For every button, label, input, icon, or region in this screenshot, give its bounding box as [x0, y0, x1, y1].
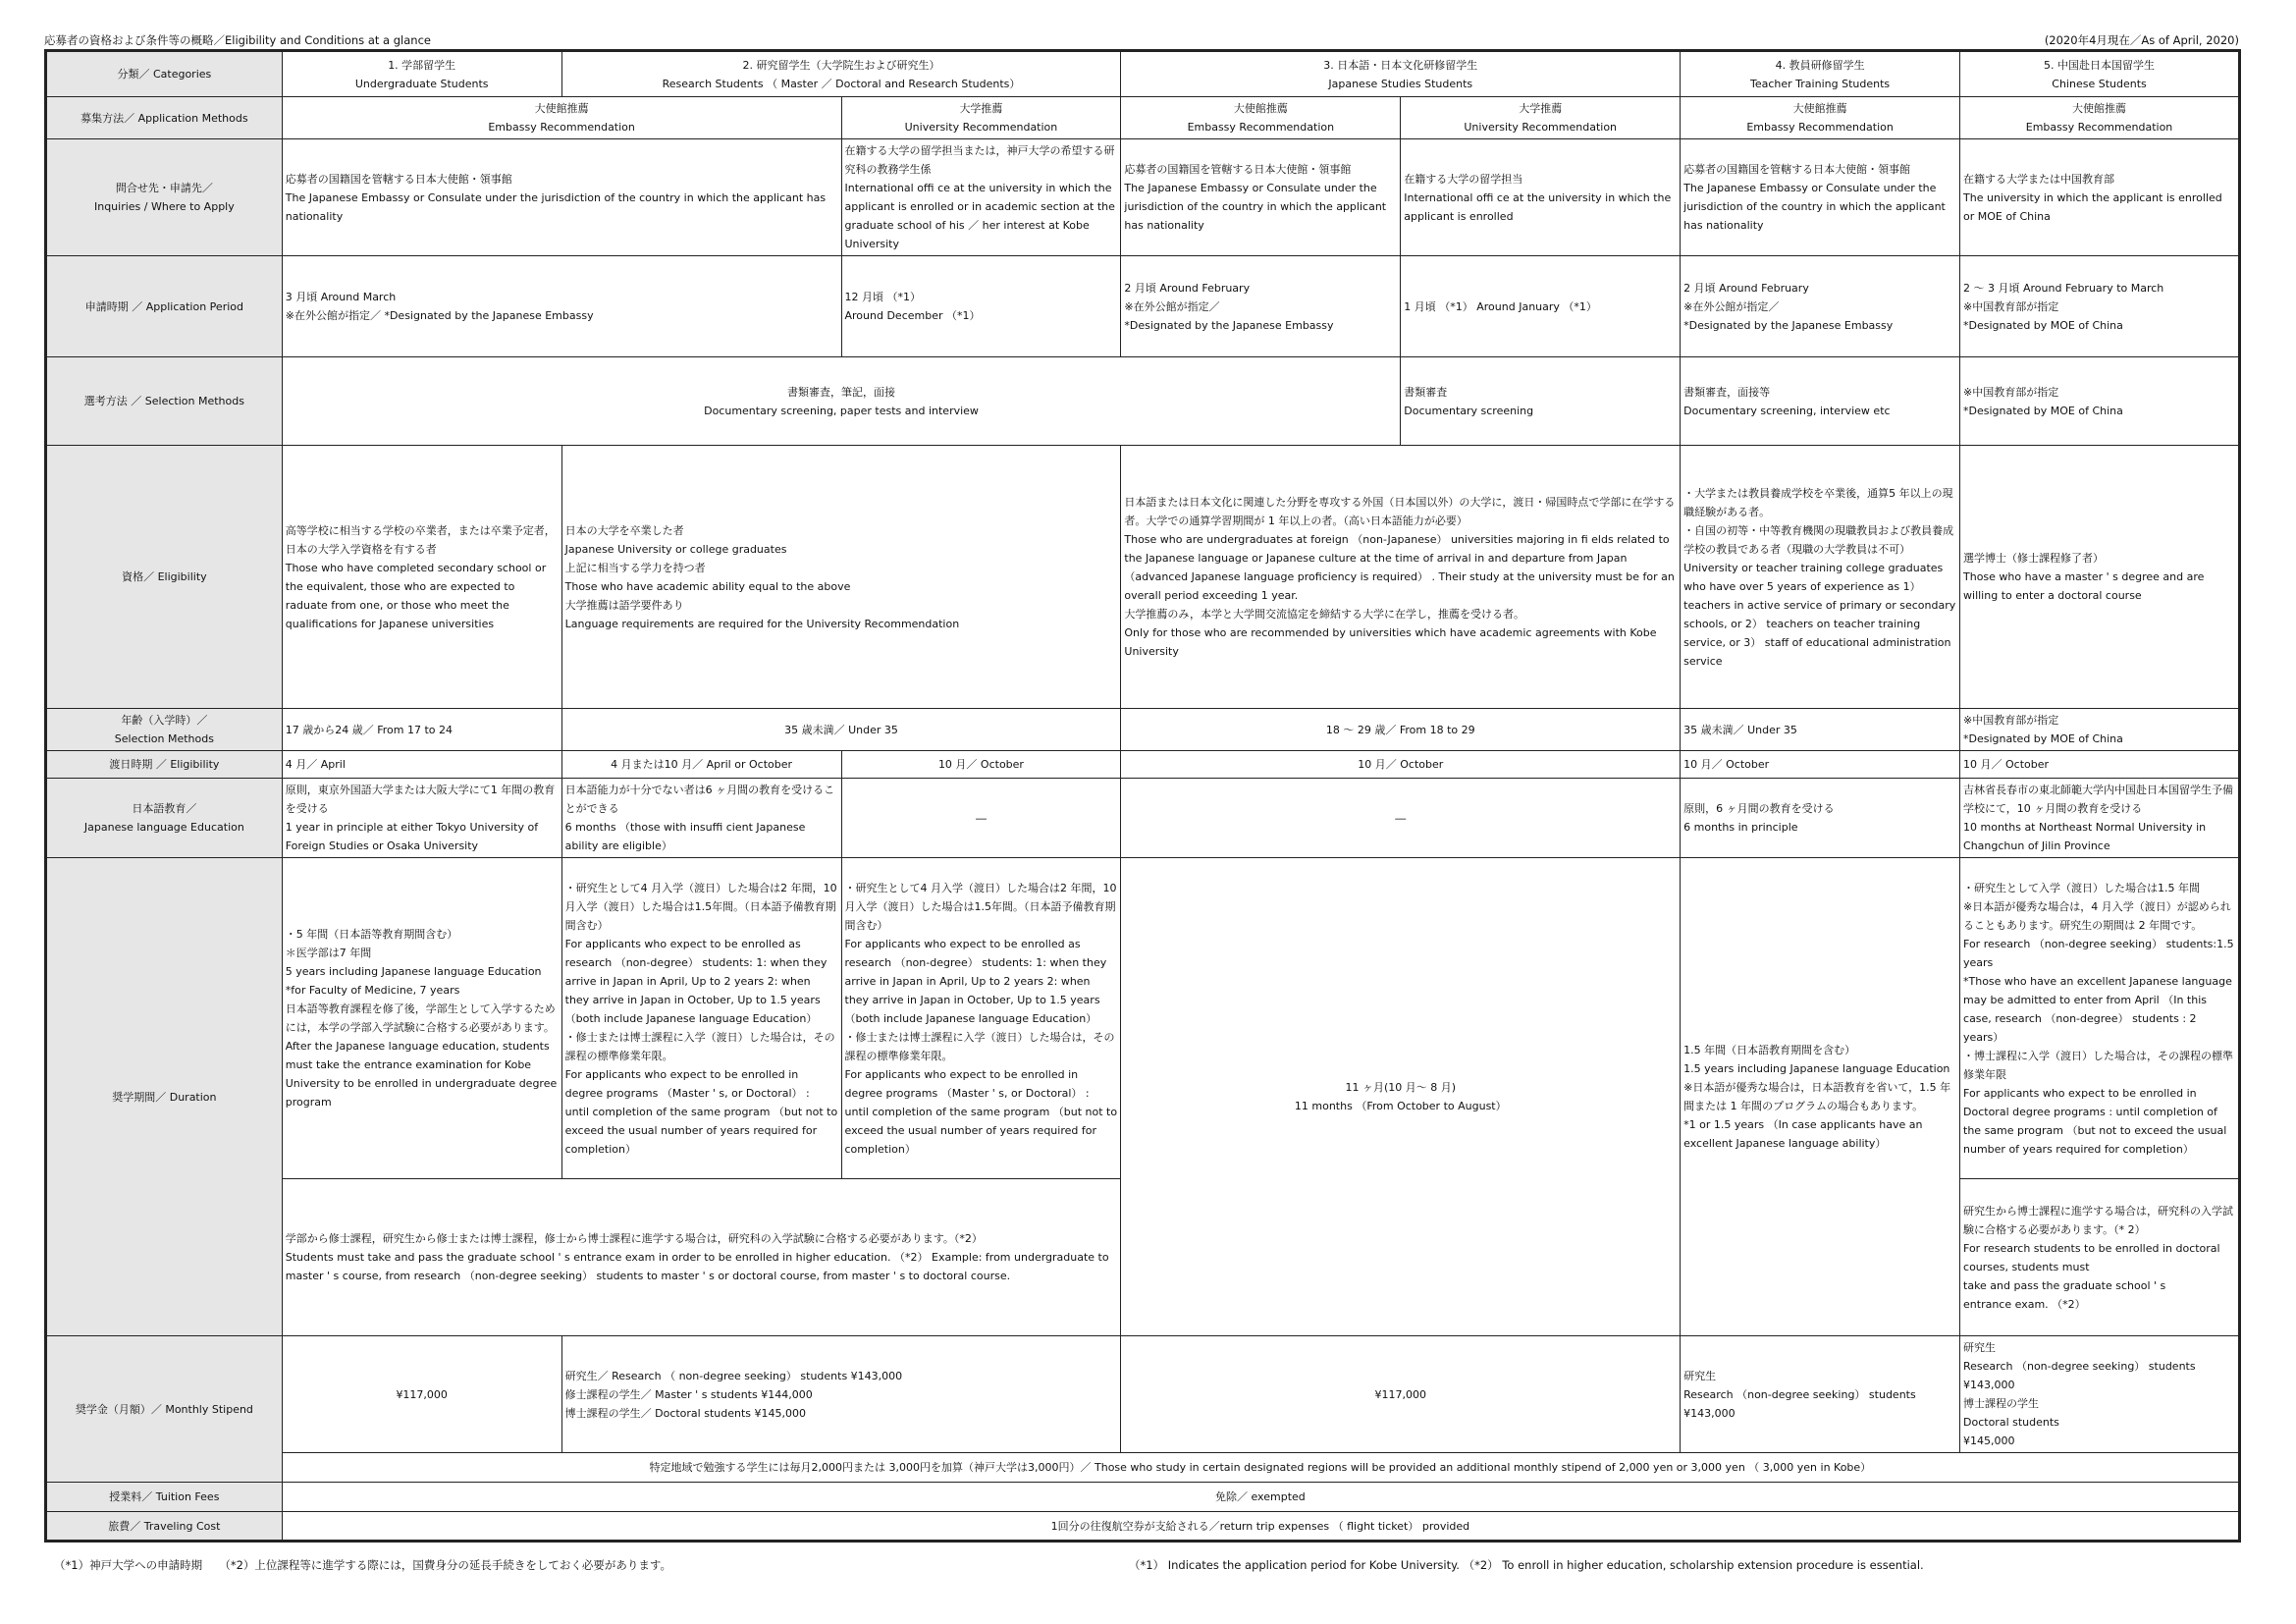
- label-categories: 分類／ Categories: [46, 51, 283, 97]
- stipend-research: 研究生／ Research （ non-degree seeking） students ¥143,000 修士課程の学生／ Master ' s students ¥144,000 博士課程の学生／ Doctoral students ¥145,000: [561, 1336, 1121, 1453]
- row-age: [46, 709, 2240, 751]
- stipend-teacher: 研究生 Research （non-degree seeking） students ¥143,000: [1681, 1336, 1960, 1453]
- category-undergrad: 1. 学部留学生 Undergraduate Students: [282, 51, 561, 97]
- travel-all: 1回分の往復航空券が支給される／return trip expenses （ flight ticket） provided: [282, 1512, 2239, 1542]
- inquiry-teacher: 応募者の国籍国を管轄する日本大使館・領事館 The Japanese Embassy or Consulate under the jurisdiction of the country in which the applicant has nationality: [1681, 139, 1960, 256]
- arrival-undergrad: 4 月／ April: [282, 751, 561, 779]
- japanese-research-univ: ―: [841, 779, 1121, 858]
- japanese-undergrad: 原則，東京外国語大学または大阪大学にて1 年間の教育を受ける 1 year in principle at either Tokyo University of Foreign Studies or Osaka University: [282, 779, 561, 858]
- japanese-research-emb: 日本語能力が十分でない者は6 ヶ月間の教育を受けることができる 6 months （those with insuffi cient Japanese ability are eligible）: [561, 779, 841, 858]
- eligibility-teacher: ・大学または教員養成学校を卒業後，通算5 年以上の現職経験がある者。 ・自国の初等・中等教育機関の現職教員および教員養成学校の教員である者（現職の大学教員は不可） University or teacher training college graduates who have over 5 years of experience as 1） teachers in active service of primary or secondary schools, or 2） teachers on teacher training service, or 3） staff of educational administration service: [1681, 446, 1960, 709]
- period-univ-3: 1 月頃 （*1） Around January （*1）: [1401, 256, 1681, 357]
- duration-note-1-2: 学部から修士課程，研究生から修士または博士課程，修士から博士課程に進学する場合は，研究科の入学試験に合格する必要があります。（*2） Students must take and pass the graduate school ' s entrance exam in order to be enrolled in higher education. （*2） Example: from undergraduate to master ' s course, from research （non-degree seeking） students to master ' s or doctoral course, from master ' s to doctoral course.: [282, 1179, 1121, 1336]
- tuition-all: 免除／ exempted: [282, 1483, 2239, 1512]
- row-stipend-a: [46, 1336, 2240, 1453]
- stipend-chinese: 研究生 Research （non-degree seeking） students ¥143,000 博士課程の学生 Doctoral students ¥145,000: [1960, 1336, 2240, 1453]
- label-period: 申請時期 ／ Application Period: [46, 256, 283, 357]
- inquiry-embassy-1-2: 応募者の国籍国を管轄する日本大使館・領事館 The Japanese Embassy or Consulate under the jurisdiction of the country in which the applicant has nationality: [282, 139, 841, 256]
- eligibility-undergrad: 高等学校に相当する学校の卒業者，または卒業予定者，日本の大学入学資格を有する者 Those who have completed secondary school or the equivalent, those who are expected to raduate from one, or those who meet the qualifications for Japanese universities: [282, 446, 561, 709]
- duration-japanese-studies: 11 ヶ月(10 月～ 8 月) 11 months （From October to August）: [1121, 858, 1681, 1336]
- label-tuition: 授業料／ Tuition Fees: [46, 1483, 283, 1512]
- footnote-japanese: （*1）神戸大学への申請時期 （*2）上位課程等に進学する際には，国費身分の延長手続きをしておく必要があります。: [54, 1558, 671, 1572]
- arrival-research-univ: 10 月／ October: [841, 751, 1121, 779]
- label-selection: 選考方法 ／ Selection Methods: [46, 357, 283, 446]
- eligibility-table: [44, 49, 2241, 1543]
- duration-note-chinese: 研究生から博士課程に進学する場合は，研究科の入学試験に合格する必要があります。（* 2） For research students to be enrolled in doctoral courses, students must take and pass the graduate school ' s entrance exam. （*2）: [1960, 1179, 2240, 1336]
- selection-main: 書類審査，筆記，面接 Documentary screening, paper tests and interview: [282, 357, 1401, 446]
- age-undergrad: 17 歳から24 歳／ From 17 to 24: [282, 709, 561, 751]
- label-travel: 旅費／ Traveling Cost: [46, 1512, 283, 1542]
- stipend-undergrad: ¥117,000: [282, 1336, 561, 1453]
- inquiry-univ-2: 在籍する大学の留学担当または，神戸大学の希望する研究科の教務学生係 International offi ce at the university in which the applicant is enrolled or in academic section at the graduate school of his ／ her interest at Kobe University: [841, 139, 1121, 256]
- selection-univ-3: 書類審査 Documentary screening: [1401, 357, 1681, 446]
- arrival-chinese: 10 月／ October: [1960, 751, 2240, 779]
- label-stipend: 奨学金（月額）／ Monthly Stipend: [46, 1336, 283, 1483]
- duration-chinese: ・研究生として入学（渡日）した場合は1.5 年間 ※日本語が優秀な場合は，4 月入学（渡日）が認められることもあります。研究生の期間は 2 年間です。 For research （non-degree seeking） students:1.5 years *Those who have an excellent Japanese language may be admitted to enter from April （In this case, research （non-degree） students : 2 years） ・博士課程に入学（渡日）した場合は，その課程の標準修業年限 For applicants who expect to be enrolled in Doctoral degree programs : until completion of the same program （but not to exceed the usual number of years required for completion）: [1960, 858, 2240, 1179]
- row-travel: [46, 1512, 2240, 1542]
- row-duration-a: [46, 858, 2240, 1179]
- row-japanese: [46, 779, 2240, 858]
- selection-teacher: 書類審査，面接等 Documentary screening, interview etc: [1681, 357, 1960, 446]
- inquiry-chinese: 在籍する大学または中国教育部 The university in which the applicant is enrolled or MOE of China: [1960, 139, 2240, 256]
- age-chinese: ※中国教育部が指定 *Designated by MOE of China: [1960, 709, 2240, 751]
- label-japanese: 日本語教育／ Japanese language Education: [46, 779, 283, 858]
- method-embassy-1-2: 大使館推薦 Embassy Recommendation: [282, 97, 841, 139]
- eligibility-research: 日本の大学を卒業した者 Japanese University or college graduates 上記に相当する学力を持つ者 Those who have academic ability equal to the above 大学推薦は語学要件あり Language requirements are required for the University Recommendation: [561, 446, 1121, 709]
- label-methods: 募集方法／ Application Methods: [46, 97, 283, 139]
- row-eligibility: [46, 446, 2240, 709]
- row-tuition: [46, 1483, 2240, 1512]
- selection-chinese: ※中国教育部が指定 *Designated by MOE of China: [1960, 357, 2240, 446]
- eligibility-chinese: 選学博士（修士課程修了者） Those who have a master ' s degree and are willing to enter a doctoral course: [1960, 446, 2240, 709]
- japanese-chinese: 吉林省長春市の東北師範大学内中国赴日本国留学生予備学校にて，10 ヶ月間の教育を受ける 10 months at Northeast Normal University in Changchun of Jilin Province: [1960, 779, 2240, 858]
- row-period: [46, 256, 2240, 357]
- row-methods: [46, 97, 2240, 139]
- age-research: 35 歳未満／ Under 35: [561, 709, 1121, 751]
- inquiry-embassy-3: 応募者の国籍国を管轄する日本大使館・領事館 The Japanese Embassy or Consulate under the jurisdiction of the country in which the applicant has nationality: [1121, 139, 1401, 256]
- japanese-teacher: 原則，6 ヶ月間の教育を受ける 6 months in principle: [1681, 779, 1960, 858]
- arrival-research-emb: 4 月または10 月／ April or October: [561, 751, 841, 779]
- category-teacher: 4. 教員研修留学生 Teacher Training Students: [1681, 51, 1960, 97]
- row-arrival: [46, 751, 2240, 779]
- duration-research-univ: ・研究生として4 月入学（渡日）した場合は2 年間，10 月入学（渡日）した場合は1.5年間。（日本語予備教育期間含む） For applicants who expect to be enrolled as research （non-degree） students: 1: when they arrive in Japan in April, Up to 2 years 2: when they arrive in Japan in October, Up to 1.5 years （both include Japanese language Education） ・修士または博士課程に入学（渡日）した場合は，その課程の標準修業年限。 For applicants who expect to be enrolled in degree programs （Master ' s, or Doctoral） : until completion of the same program （but not to exceed the usual number of years required for completion）: [841, 858, 1121, 1179]
- label-inquiries: 問合せ先・申請先／ Inquiries / Where to Apply: [46, 139, 283, 256]
- method-univ-2: 大学推薦 University Recommendation: [841, 97, 1121, 139]
- age-japanese-studies: 18 ～ 29 歳／ From 18 to 29: [1121, 709, 1681, 751]
- arrival-japanese-studies: 10 月／ October: [1121, 751, 1681, 779]
- duration-research-emb: ・研究生として4 月入学（渡日）した場合は2 年間，10 月入学（渡日）した場合は1.5年間。（日本語予備教育期間含む） For applicants who expect to be enrolled as research （non-degree） students: 1: when they arrive in Japan in April, Up to 2 years 2: when they arrive in Japan in October, Up to 1.5 years （both include Japanese language Education） ・修士または博士課程に入学（渡日）した場合は，その課程の標準修業年限。 For applicants who expect to be enrolled in degree programs （Master ' s, or Doctoral） : until completion of the same program （but not to exceed the usual number of years required for completion）: [561, 858, 841, 1179]
- period-embassy-1-2: 3 月頃 Around March ※在外公館が指定／ *Designated by the Japanese Embassy: [282, 256, 841, 357]
- period-chinese: 2 ～ 3 月頃 Around February to March ※中国教育部が指定 *Designated by MOE of China: [1960, 256, 2240, 357]
- eligibility-japanese-studies: 日本語または日本文化に関連した分野を専攻する外国（日本国以外）の大学に，渡日・帰国時点で学部に在学する者。大学での通算学習期間が 1 年以上の者。（高い日本語能力が必要） Those who are undergraduates at foreign （non-Japanese） universities majoring in fi elds related to the Japanese language or Japanese culture at the time of arrival in and departure from Japan （advanced Japanese language proficiency is required） . Their study at the university must be for an overall period exceeding 1 year. 大学推薦のみ，本学と大学間交流協定を締結する大学に在学し，推薦を受ける者。 Only for those who are recommended by universities which have academic agreements with Kobe University: [1121, 446, 1681, 709]
- japanese-japanese-studies: ―: [1121, 779, 1681, 858]
- arrival-teacher: 10 月／ October: [1681, 751, 1960, 779]
- inquiry-univ-3: 在籍する大学の留学担当 International offi ce at the university in which the applicant is enrolled: [1401, 139, 1681, 256]
- category-research: 2. 研究留学生（大学院生および研究生） Research Students （ Master ／ Doctoral and Research Students）: [561, 51, 1121, 97]
- document-title: 応募者の資格および条件等の概略／Eligibility and Conditions at a glance: [44, 33, 431, 47]
- period-univ-2: 12 月頃 （*1） Around December （*1）: [841, 256, 1121, 357]
- row-selection: [46, 357, 2240, 446]
- row-categories: [46, 51, 2240, 97]
- method-embassy-3: 大使館推薦 Embassy Recommendation: [1121, 97, 1401, 139]
- duration-undergrad: ・5 年間（日本語等教育期間含む） ＊医学部は7 年間 5 years including Japanese language Education *for Faculty of Medicine, 7 years 日本語等教育課程を修了後，学部生として入学するためには，本学の学部入学試験に合格する必要があります。 After the Japanese language education, students must take the entrance examination for Kobe University to be enrolled in undergraduate degree program: [282, 858, 561, 1179]
- label-eligibility: 資格／ Eligibility: [46, 446, 283, 709]
- stipend-japanese-studies: ¥117,000: [1121, 1336, 1681, 1453]
- label-duration: 奨学期間／ Duration: [46, 858, 283, 1336]
- label-arrival: 渡日時期 ／ Eligibility: [46, 751, 283, 779]
- period-teacher: 2 月頃 Around February ※在外公館が指定／ *Designated by the Japanese Embassy: [1681, 256, 1960, 357]
- method-univ-3: 大学推薦 University Recommendation: [1401, 97, 1681, 139]
- footnote-english: （*1） Indicates the application period for Kobe University. （*2） To enroll in higher education, scholarship extension procedure is essential.: [1129, 1558, 1924, 1572]
- category-japanese-studies: 3. 日本語・日本文化研修留学生 Japanese Studies Students: [1121, 51, 1681, 97]
- stipend-note: 特定地域で勉強する学生には毎月2,000円または 3,000円を加算（神戸大学は3,000円）／ Those who study in certain designated regions will be provided an additional monthly stipend of 2,000 yen or 3,000 yen （ 3,000 yen in Kobe）: [282, 1453, 2239, 1483]
- duration-teacher: 1.5 年間（日本語教育期間を含む） 1.5 years including Japanese language Education ※日本語が優秀な場合は，日本語教育を省いて，1.5 年間または 1 年間のプログラムの場合もあります。 *1 or 1.5 years （In case applicants have an excellent Japanese language ability）: [1681, 858, 1960, 1336]
- row-inquiries: [46, 139, 2240, 256]
- period-embassy-3: 2 月頃 Around February ※在外公館が指定／ *Designated by the Japanese Embassy: [1121, 256, 1401, 357]
- method-embassy-5: 大使館推薦 Embassy Recommendation: [1960, 97, 2240, 139]
- as-of-date: (2020年4月現在／As of April, 2020): [2044, 33, 2239, 47]
- age-teacher: 35 歳未満／ Under 35: [1681, 709, 1960, 751]
- method-embassy-4: 大使館推薦 Embassy Recommendation: [1681, 97, 1960, 139]
- label-age: 年齢（入学時）／ Selection Methods: [46, 709, 283, 751]
- category-chinese: 5. 中国赴日本国留学生 Chinese Students: [1960, 51, 2240, 97]
- row-stipend-b: [46, 1453, 2240, 1483]
